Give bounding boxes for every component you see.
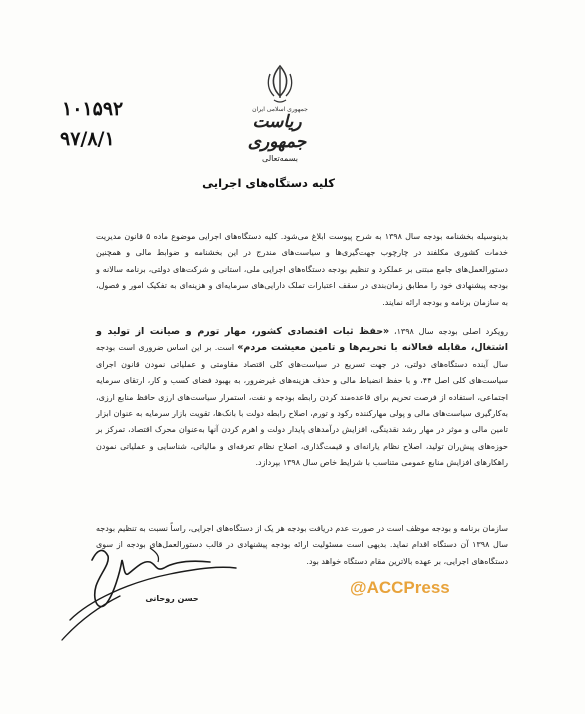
invocation: بسمه‌تعالی	[262, 154, 298, 163]
office-title: ریاست جمهوری	[247, 112, 307, 152]
document-date: ۹۷/۸/۱	[60, 128, 115, 150]
emblem-caption: جمهوری اسلامی ایران	[252, 106, 308, 113]
emblem-icon	[262, 62, 298, 106]
document-number: ۱۰۱۵۹۲	[62, 98, 124, 120]
body-paragraph-1: بدینوسیله بخشنامه بودجه سال ۱۳۹۸ به شرح پیوست ابلاغ می‌شود. کلیه دستگاه‌های اجرایی موضوع ماده ۵ قانون مدیریت خدمات کشوری مکلفند در چارچوب جهت‌گیری‌ها و سیاست‌های مندرج در این بخشنامه و ضوابط مالی و همچنین دستورالعمل‌های جامع مبتنی بر عملکرد و تنظیم بودجه دستگاه‌های اجرایی ملی، استانی و شرکت‌های دولتی، برنامه سالانه و بودجه پیشنهادی خود را مطابق زمان‌بندی در سقف اعتبارات تملک دارایی‌های سرمایه‌ای و هزینه‌ای به تفکیک امور و فصول، به سازمان برنامه و بودجه ارائه نمایند.	[96, 232, 508, 307]
paragraph-2-rest: است. بر این اساس ضروری است بودجه سال آینده دستگاه‌های دولتی، در جهت تسریع در سیاست‌های کلی اقتصاد مقاومتی و عملیاتی نمودن قانون اجرای سیاست‌های کلی اصل ۴۴، و با حفظ انضباط مالی و حذف هزینه‌های غیرضرور، به بهبود فضای کسب و کار، ارتقای سرمایه اجتماعی، استفاده از فرصت تحریم برای قاعده‌مند کردن رابطه بودجه و نفت، استمرار سیاست‌های ارزی حافظ منابع ارزی، به‌کارگیری سیاست‌های مالی و پولی مهارکننده رکود و تورم، اصلاح رابطه دولت با بانک‌ها، تقویت بازار سرمایه به عنوان ابزار تامین مالی و موثر در مهار رشد نقدینگی، افزایش درآمدهای پایدار دولت و اهرم کردن آنها به‌عنوان محرک اقتصاد، تمرکز بر حوزه‌های پیش‌ران تولید، اصلاح نظام یارانه‌ای و قیمت‌گذاری، اصلاح نظام تعرفه‌ای و مالیاتی، شناسایی و عملیاتی نمودن راهکارهای افزایش منابع عمومی متناسب با شرایط خاص سال ۱۳۹۸ بپردازد.	[96, 343, 509, 468]
body-paragraph-2	[96, 324, 508, 472]
signer-name: حسن روحانی	[145, 594, 199, 603]
paragraph-2-intro: رویکرد اصلی بودجه سال ۱۳۹۸،	[389, 327, 509, 336]
budget-approach-statement: «حفظ ثبات اقتصادی کشور، مهار تورم و صیانت از تولید و اشتغال، مقابله فعالانه با تحریم‌ها و تامین معیشت مردم»	[96, 326, 508, 354]
watermark: @ACCPress	[350, 578, 450, 597]
body-paragraph-3: سازمان برنامه و بودجه موظف است در صورت عدم دریافت بودجه هر یک از دستگاه‌های اجرایی، راساً نسبت به تنظیم بودجه سال ۱۳۹۸ آن دستگاه اقدام نماید. بدیهی است مسئولیت ارائه بودجه پیشنهادی در قالب دستورالعمل‌های بودجه از سوی دستگاه‌های اجرایی، بر عهده بالاترین مقام دستگاه خواهد بود.	[96, 524, 508, 566]
addressee: کلیه دستگاه‌های اجرایی	[202, 176, 335, 190]
